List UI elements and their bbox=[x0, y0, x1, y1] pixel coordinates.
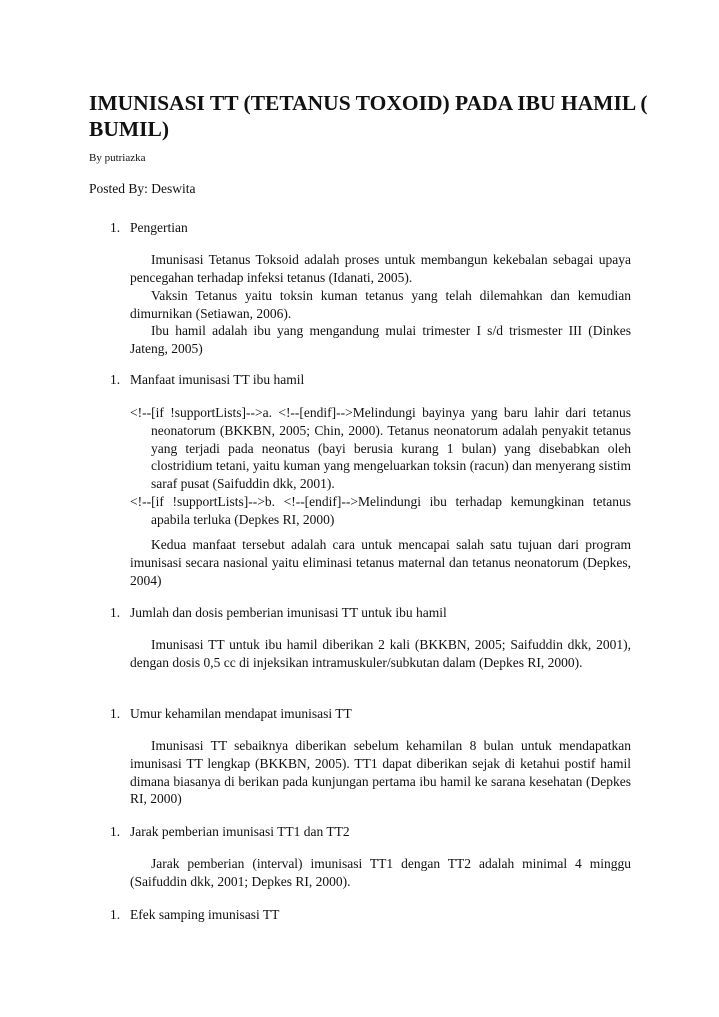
paragraph: Vaksin Tetanus yaitu toksin kuman tetanus yang telah dilemahkan dan kemudian dimurnikan (Setiawan, 2006). bbox=[130, 288, 631, 321]
section-heading: Jumlah dan dosis pemberian imunisasi TT untuk ibu hamil bbox=[130, 605, 447, 620]
paragraph: Jarak pemberian (interval) imunisasi TT1 dengan TT2 adalah minimal 4 minggu (Saifuddin dkk, 2001; Depkes RI, 2000). bbox=[130, 856, 631, 889]
section-number: 1. bbox=[110, 605, 121, 620]
section-number: 1. bbox=[110, 220, 121, 235]
byline: By putriazka bbox=[89, 152, 146, 164]
page-title: IMUNISASI TT (TETANUS TOXOID) PADA IBU HAMIL ( BUMIL) bbox=[89, 91, 648, 141]
paragraph: Imunisasi TT untuk ibu hamil diberikan 2 kali (BKKBN, 2005; Saifuddin dkk, 2001), dengan dosis 0,5 cc di injeksikan intramuskuler/subkutan dalam (Depkes RI, 2000). bbox=[130, 637, 631, 670]
list-item: <!--[if !supportLists]-->a. <!--[endif]-->Melindungi bayinya yang baru lahir dari tetanus neonatorum (BKKBN, 2005; Chin, 2000). Tetanus neonatorum adalah penyakit tetanus yang terjadi pada neonatus (bayi berusia kurang 1 bulan) yang disebabkan oleh clostridium tetani, yaitu kuman yang mengeluarkan toksin (racun) dan menyerang sistim saraf pusat (Saifuddin dkk, 2001). bbox=[130, 405, 631, 492]
paragraph: Imunisasi Tetanus Toksoid adalah proses untuk membangun kekebalan sebagai upaya pencegahan terhadap infeksi tetanus (Idanati, 2005). bbox=[130, 252, 631, 285]
posted-by: Posted By: Deswita bbox=[89, 181, 196, 196]
paragraph: Imunisasi TT sebaiknya diberikan sebelum kehamilan 8 bulan untuk mendapatkan imunisasi TT lengkap (BKKBN, 2005). TT1 dapat diberikan sejak di ketahui postif hamil dimana biasanya di berikan pada kunjungan pertama ibu hamil ke sarana kesehatan (Depkes RI, 2000) bbox=[130, 738, 631, 807]
list-item: <!--[if !supportLists]-->b. <!--[endif]-->Melindungi ibu terhadap kemungkinan tetanus apabila terluka (Depkes RI, 2000) bbox=[130, 494, 631, 527]
section-heading: Manfaat imunisasi TT ibu hamil bbox=[130, 372, 305, 387]
section-number: 1. bbox=[110, 824, 121, 839]
section-heading: Umur kehamilan mendapat imunisasi TT bbox=[130, 706, 352, 721]
section-number: 1. bbox=[110, 907, 121, 922]
section-number: 1. bbox=[110, 706, 121, 721]
section-number: 1. bbox=[110, 372, 121, 387]
section-heading: Jarak pemberian imunisasi TT1 dan TT2 bbox=[130, 824, 350, 839]
section-heading: Pengertian bbox=[130, 220, 188, 235]
paragraph: Kedua manfaat tersebut adalah cara untuk mencapai salah satu tujuan dari program imunisasi secara nasional yaitu eliminasi tetanus maternal dan tetanus neonatorum (Depkes, 2004) bbox=[130, 537, 631, 588]
section-heading: Efek samping imunisasi TT bbox=[130, 907, 280, 922]
paragraph: Ibu hamil adalah ibu yang mengandung mulai trimester I s/d trismester III (Dinkes Jateng, 2005) bbox=[130, 323, 631, 356]
